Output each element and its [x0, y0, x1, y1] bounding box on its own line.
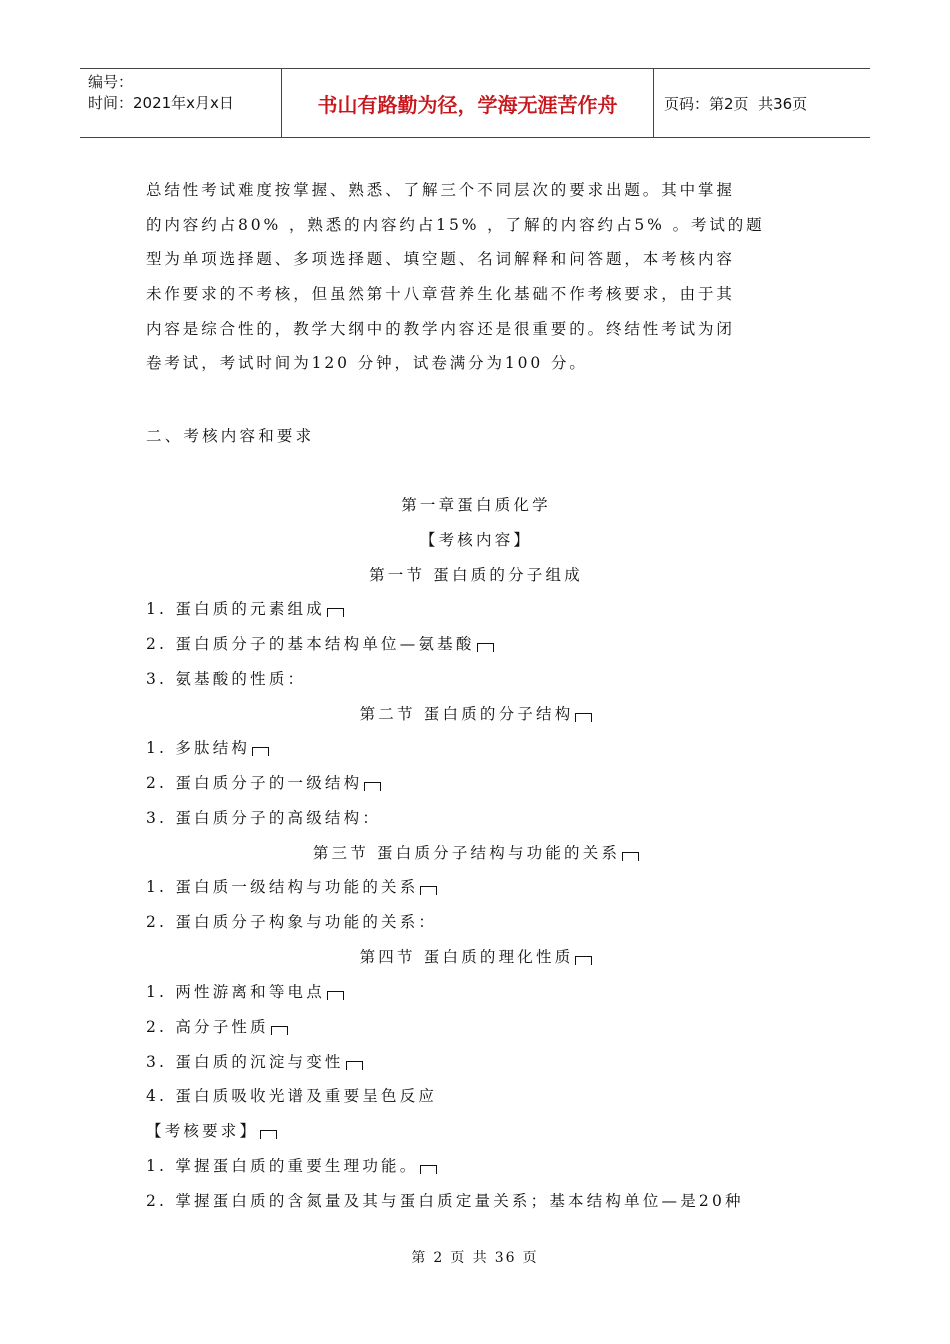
section-heading: 二、考核内容和要求: [146, 427, 315, 445]
page-info-text: 页码：第2页 共36页: [664, 94, 808, 113]
list-item: 2. 蛋白质分子的基本结构单位—氨基酸: [146, 632, 494, 654]
bracket-mark: [252, 747, 269, 756]
requirement-item: 1. 掌握蛋白质的重要生理功能。: [146, 1154, 437, 1176]
section-3-title: 第三节 蛋白质分子结构与功能的关系: [146, 841, 806, 863]
section-4-title: 第四节 蛋白质的理化性质: [146, 945, 806, 967]
section-1-title: 第一节 蛋白质的分子组成: [369, 566, 583, 584]
bracket-mark: [575, 713, 592, 722]
list-item: 1. 蛋白质一级结构与功能的关系: [146, 875, 437, 897]
list-item: 1. 蛋白质的元素组成: [146, 597, 344, 619]
intro-line: 卷考试，考试时间为120 分钟，试卷满分为100 分。: [146, 354, 588, 373]
header-info: [80, 69, 282, 137]
bracket-mark: [327, 991, 344, 1000]
list-item: 1. 两性游离和等电点: [146, 980, 344, 1002]
header-motto: 书山有路勤为径，学海无涯苦作舟: [282, 69, 654, 137]
content-heading: 【考核内容】: [419, 531, 533, 549]
bracket-mark: [420, 886, 437, 895]
bracket-mark: [260, 1130, 277, 1139]
bracket-mark: [346, 1061, 363, 1070]
intro-line: 的内容约占80% ，熟悉的内容约占15% ，了解的内容约占5% 。考试的题: [146, 215, 765, 234]
page-footer: 第 2 页 共 36 页: [411, 1250, 539, 1266]
bracket-mark: [364, 782, 381, 791]
bracket-mark: [477, 643, 494, 652]
bracket-mark: [575, 956, 592, 965]
section-2-title: 第二节 蛋白质的分子结构: [146, 702, 806, 724]
list-item: 1. 多肽结构: [146, 736, 269, 758]
bracket-mark: [622, 852, 639, 861]
chapter-title: 第一章蛋白质化学: [401, 496, 551, 514]
time-label: 时间：2021年x月x日: [88, 94, 234, 112]
list-item: 2. 蛋白质分子的一级结构: [146, 771, 381, 793]
bracket-mark: [327, 608, 344, 617]
requirement-item: 2. 掌握蛋白质的含氮量及其与蛋白质定量关系；基本结构单位—是20种: [146, 1192, 744, 1210]
list-item: 2. 蛋白质分子构象与功能的关系：: [146, 913, 438, 931]
intro-line: 总结性考试难度按掌握、熟悉、了解三个不同层次的要求出题。其中掌握: [146, 181, 735, 199]
list-item: 4. 蛋白质吸收光谱及重要呈色反应: [146, 1087, 438, 1105]
intro-line: 型为单项选择题、多项选择题、填空题、名词解释和问答题，本考核内容: [146, 250, 735, 269]
intro-paragraph: [146, 173, 806, 381]
bracket-mark: [420, 1165, 437, 1174]
list-item: 3. 蛋白质的沉淀与变性: [146, 1050, 363, 1072]
bracket-mark: [271, 1026, 288, 1035]
intro-line: 内容是综合性的，教学大纲中的教学内容还是很重要的。终结性考试为闭: [146, 319, 735, 338]
list-item: 2. 高分子性质: [146, 1015, 288, 1037]
intro-line: 未作要求的不考核，但虽然第十八章营养生化基础不作考核要求，由于其: [146, 285, 735, 304]
page-header: [80, 68, 870, 138]
requirements-heading: 【考核要求】: [146, 1119, 277, 1141]
list-item: 3. 蛋白质分子的高级结构：: [146, 809, 382, 827]
header-page-info: [654, 69, 870, 137]
number-label: 编号：: [88, 73, 134, 91]
list-item: 3. 氨基酸的性质：: [146, 670, 307, 688]
